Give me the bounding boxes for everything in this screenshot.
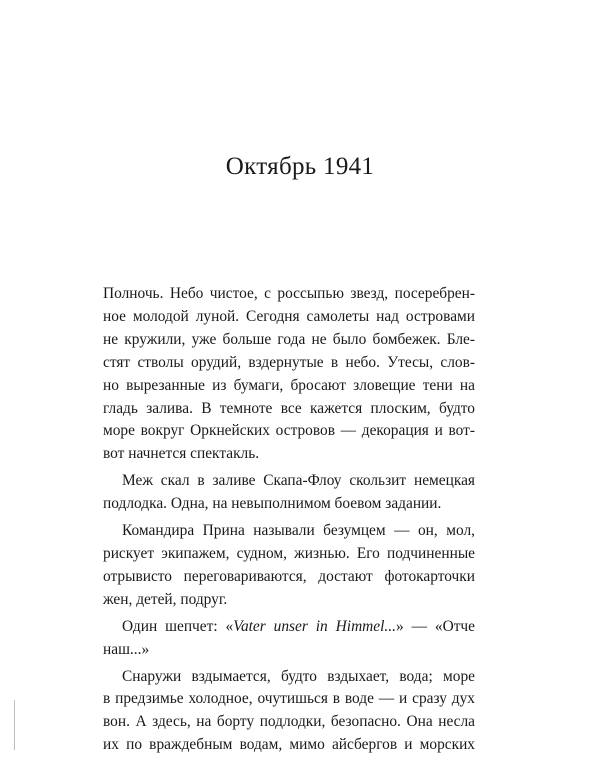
text-line: отрывисто переговариваются, достают фотокарточки xyxy=(103,566,475,589)
paragraph-1 xyxy=(103,283,475,466)
text-line: Снаружи вздымается, будто вздыхает, вода; море xyxy=(103,666,475,689)
text-line: стят стволы орудий, вздернутые в небо. Утесы, слов- xyxy=(103,352,475,375)
text-line: подлодка. Одна, на невыполнимом боевом задании. xyxy=(103,493,475,516)
paragraph-3 xyxy=(103,520,475,612)
chapter-title: Октябрь 1941 xyxy=(0,150,600,184)
text-line: гладь залива. В темноте все кажется плоским, будто xyxy=(103,398,475,421)
scan-edge-mark xyxy=(14,700,15,750)
body-text xyxy=(103,283,475,757)
text-line: вон. А здесь, на борту подлодки, безопасно. Она несла xyxy=(103,711,475,734)
paragraph-2 xyxy=(103,470,475,516)
text-line: рискует экипажем, судном, жизнью. Его подчиненные xyxy=(103,543,475,566)
text-line: наш...» xyxy=(103,639,475,662)
text-line: их по враждебным водам, мимо айсбергов и морских xyxy=(103,734,475,757)
text-line: Полночь. Небо чистое, с россыпью звезд, посеребрен- xyxy=(103,283,475,306)
text-line: в предзимье холодное, очутишься в воде — и сразу дух xyxy=(103,688,475,711)
quote-italic: Vater unser in Himmel... xyxy=(233,618,396,635)
text-line: Один шепчет: «Vater unser in Himmel...» — «Отче xyxy=(103,616,475,639)
text-line: Меж скал в заливе Скапа-Флоу скользит немецкая xyxy=(103,470,475,493)
text-line: ное молодой луной. Сегодня самолеты над островами xyxy=(103,306,475,329)
text-line: не кружили, уже больше года не было бомбежек. Бле- xyxy=(103,329,475,352)
text-line: жен, детей, подруг. xyxy=(103,589,475,612)
text-line: Командира Прина называли безумцем — он, мол, xyxy=(103,520,475,543)
text-line: но вырезанные из бумаги, бросают зловещие тени на xyxy=(103,375,475,398)
paragraph-5 xyxy=(103,666,475,757)
text-line: вот начнется спектакль. xyxy=(103,443,475,466)
paragraph-4 xyxy=(103,616,475,662)
text-line: море вокруг Оркнейских островов — декорация и вот- xyxy=(103,420,475,443)
